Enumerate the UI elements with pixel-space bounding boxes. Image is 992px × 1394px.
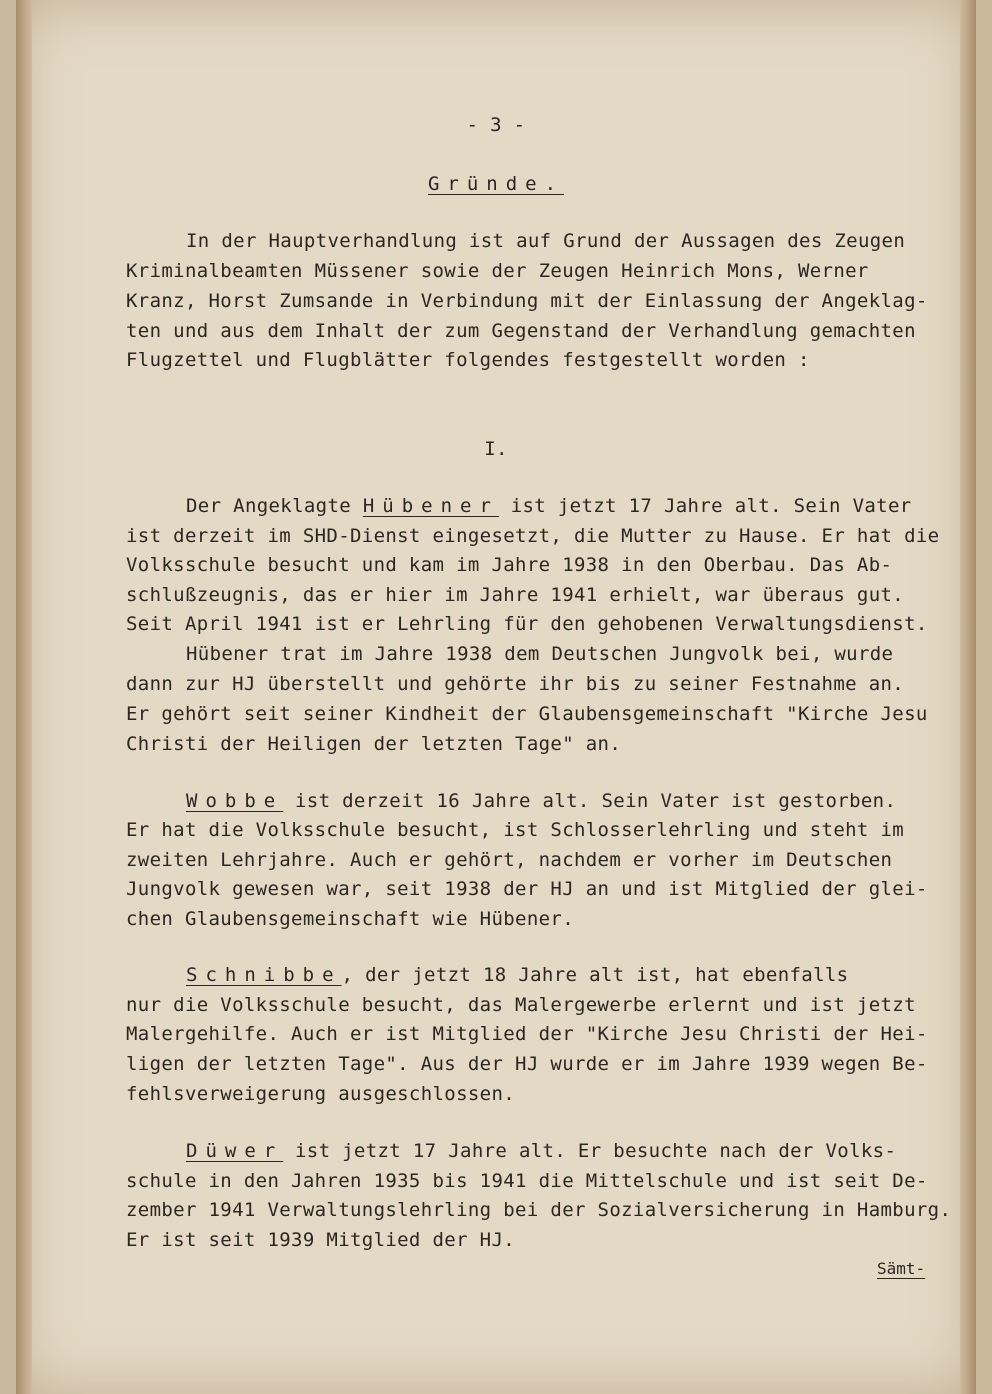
paragraph-duewer-first-line: [186, 1142, 896, 1161]
paragraph-line: Hübener trat im Jahre 1938 dem Deutschen Jungvolk bei, wurde: [186, 643, 894, 665]
paragraph-wobbe-first-line: [186, 792, 896, 811]
text-span: Der Angeklagte: [186, 495, 363, 517]
paragraph-line: Christi der Heiligen der letzten Tage" an.: [126, 733, 622, 755]
paragraph-huebener-first-line: [186, 497, 912, 516]
text-span: , der jetzt 18 Jahre alt ist, hat ebenfalls: [341, 964, 849, 986]
intro-line: Flugzettel und Flugblätter folgendes festgestellt worden :: [126, 349, 810, 371]
paragraph-line: schlußzeugnis, das er hier im Jahre 1941 erhielt, war überaus gut.: [126, 584, 905, 606]
paragraph-line: Volksschule besucht und kam im Jahre 1938 in den Oberbau. Das Ab-: [126, 554, 893, 576]
paragraph-line: zweiten Lehrjahre. Auch er gehört, nachdem er vorher im Deutschen: [126, 849, 893, 871]
defendant-name-schnibbe: Schnibbe: [186, 964, 342, 986]
section-number: I.: [484, 438, 508, 460]
page-edge-left: [16, 0, 32, 1394]
paragraph-line: schule in den Jahren 1935 bis 1941 die Mittelschule und ist seit De-: [126, 1170, 928, 1192]
catchword: Sämt-: [877, 1259, 926, 1278]
paragraph-line: Malergehilfe. Auch er ist Mitglied der "Kirche Jesu Christi der Hei-: [126, 1023, 928, 1045]
page-number: - 3 -: [466, 114, 526, 136]
page-edge-right: [960, 0, 976, 1394]
defendant-name-duewer: Düwer: [186, 1140, 284, 1162]
paragraph-line: Seit April 1941 ist er Lehrling für den gehobenen Verwaltungsdienst.: [126, 613, 928, 635]
defendant-name-huebener: Hübener: [362, 495, 499, 517]
paragraph-line: nur die Volksschule besucht, das Malergewerbe erlernt und ist jetzt: [126, 994, 916, 1016]
paragraph-line: dann zur HJ überstellt und gehörte ihr bis zu seiner Festnahme an.: [126, 673, 905, 695]
intro-line: ten und aus dem Inhalt der zum Gegenstand der Verhandlung gemachten: [126, 320, 916, 342]
paragraph-line: Er gehört seit seiner Kindheit der Glaubensgemeinschaft "Kirche Jesu: [126, 703, 928, 725]
section-heading: Gründe.: [427, 173, 565, 195]
paragraph-line: Er hat die Volksschule besucht, ist Schlosserlehrling und steht im: [126, 819, 905, 841]
text-span: ist jetzt 17 Jahre alt. Er besuchte nach der Volks-: [283, 1140, 897, 1162]
paragraph-line: zember 1941 Verwaltungslehrling bei der Sozialversicherung in Hamburg.: [126, 1199, 952, 1221]
intro-line: In der Hauptverhandlung ist auf Grund der Aussagen des Zeugen: [186, 230, 906, 252]
paragraph-line: Er ist seit 1939 Mitglied der HJ.: [126, 1229, 516, 1251]
paragraph-line: Jungvolk gewesen war, seit 1938 der HJ an und ist Mitglied der glei-: [126, 878, 928, 900]
defendant-name-wobbe: Wobbe: [186, 790, 284, 812]
intro-line: Kranz, Horst Zumsande in Verbindung mit der Einlassung der Angeklag-: [126, 290, 928, 312]
paragraph-line: fehlsverweigerung ausgeschlossen.: [126, 1083, 516, 1105]
intro-line: Kriminalbeamten Müssener sowie der Zeugen Heinrich Mons, Werner: [126, 260, 869, 282]
paragraph-line: ligen der letzten Tage". Aus der HJ wurde er im Jahre 1939 wegen Be-: [126, 1053, 928, 1075]
paragraph-schnibbe-first-line: [186, 966, 848, 985]
text-span: ist derzeit 16 Jahre alt. Sein Vater ist gestorben.: [283, 790, 897, 812]
text-span: ist jetzt 17 Jahre alt. Sein Vater: [498, 495, 912, 517]
paragraph-line: ist derzeit im SHD-Dienst eingesetzt, die Mutter zu Hause. Er hat die: [126, 525, 940, 547]
paragraph-line: chen Glaubensgemeinschaft wie Hübener.: [126, 908, 574, 930]
